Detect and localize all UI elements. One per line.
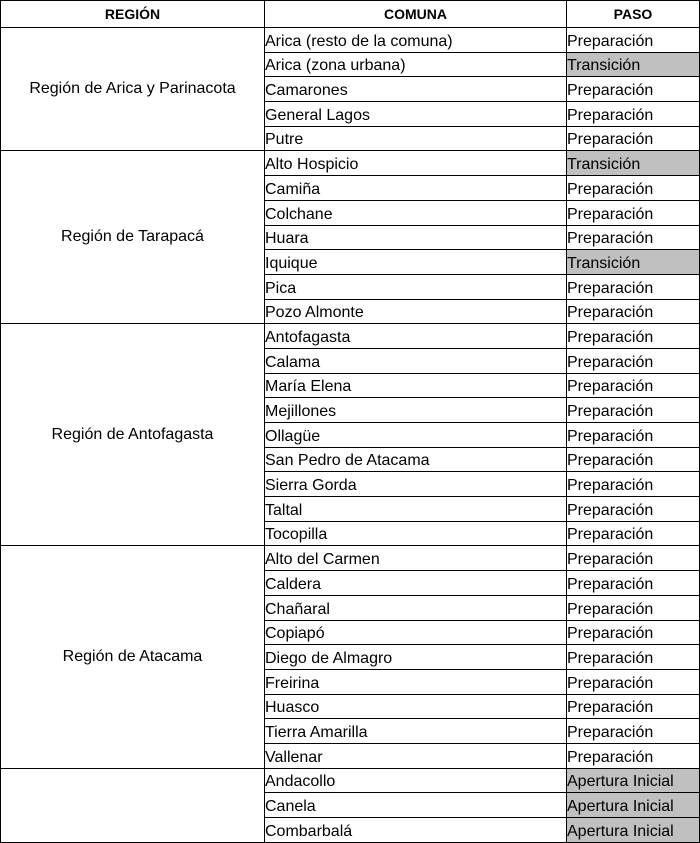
paso-cell: Preparación bbox=[567, 571, 700, 596]
comuna-cell: Diego de Almagro bbox=[265, 645, 567, 670]
paso-cell: Preparación bbox=[567, 423, 700, 448]
paso-cell: Preparación bbox=[567, 497, 700, 522]
comuna-cell: Tierra Amarilla bbox=[265, 719, 567, 744]
comuna-cell: Canela bbox=[265, 793, 567, 818]
table-row bbox=[1, 28, 700, 53]
region-cell bbox=[1, 768, 265, 842]
comuna-cell: General Lagos bbox=[265, 102, 567, 127]
paso-cell: Preparación bbox=[567, 324, 700, 349]
comuna-cell: Camarones bbox=[265, 77, 567, 102]
paso-cell: Apertura Inicial bbox=[567, 793, 700, 818]
comuna-cell: Antofagasta bbox=[265, 324, 567, 349]
header-region: REGIÓN bbox=[1, 1, 265, 28]
paso-cell: Preparación bbox=[567, 176, 700, 201]
comuna-cell: Alto del Carmen bbox=[265, 546, 567, 571]
paso-cell: Preparación bbox=[567, 694, 700, 719]
comuna-cell: Iquique bbox=[265, 250, 567, 275]
comuna-cell: Sierra Gorda bbox=[265, 472, 567, 497]
comuna-cell: Huasco bbox=[265, 694, 567, 719]
paso-cell: Preparación bbox=[567, 102, 700, 127]
comuna-cell: Combarbalá bbox=[265, 818, 567, 843]
region-cell: Región de Arica y Parinacota bbox=[1, 28, 265, 151]
comuna-cell: Putre bbox=[265, 126, 567, 151]
comuna-cell: Taltal bbox=[265, 497, 567, 522]
region-cell: Región de Antofagasta bbox=[1, 324, 265, 546]
region-cell: Región de Atacama bbox=[1, 546, 265, 768]
header-row bbox=[1, 1, 700, 28]
table-row bbox=[1, 324, 700, 349]
paso-cell: Preparación bbox=[567, 719, 700, 744]
comuna-cell: Caldera bbox=[265, 571, 567, 596]
paso-cell: Preparación bbox=[567, 546, 700, 571]
paso-cell: Preparación bbox=[567, 126, 700, 151]
comuna-cell: Arica (zona urbana) bbox=[265, 52, 567, 77]
paso-cell: Preparación bbox=[567, 398, 700, 423]
comuna-cell: Ollagüe bbox=[265, 423, 567, 448]
paso-cell: Preparación bbox=[567, 521, 700, 546]
table-row bbox=[1, 546, 700, 571]
comuna-cell: Colchane bbox=[265, 200, 567, 225]
paso-cell: Transición bbox=[567, 151, 700, 176]
paso-cell: Apertura Inicial bbox=[567, 768, 700, 793]
comuna-cell: Andacollo bbox=[265, 768, 567, 793]
paso-cell: Preparación bbox=[567, 299, 700, 324]
comuna-cell: Pozo Almonte bbox=[265, 299, 567, 324]
header-paso: PASO bbox=[567, 1, 700, 28]
table-row bbox=[1, 151, 700, 176]
comuna-cell: Pica bbox=[265, 274, 567, 299]
paso-cell: Transición bbox=[567, 52, 700, 77]
paso-cell: Apertura Inicial bbox=[567, 818, 700, 843]
region-cell: Región de Tarapacá bbox=[1, 151, 265, 324]
paso-cell: Preparación bbox=[567, 225, 700, 250]
paso-cell: Transición bbox=[567, 250, 700, 275]
paso-cell: Preparación bbox=[567, 669, 700, 694]
paso-cell: Preparación bbox=[567, 200, 700, 225]
table-body bbox=[1, 28, 700, 843]
paso-cell: Preparación bbox=[567, 77, 700, 102]
comuna-cell: Chañaral bbox=[265, 595, 567, 620]
comuna-cell: Huara bbox=[265, 225, 567, 250]
comuna-cell: Alto Hospicio bbox=[265, 151, 567, 176]
comuna-cell: Tocopilla bbox=[265, 521, 567, 546]
paso-cell: Preparación bbox=[567, 274, 700, 299]
comuna-cell: Copiapó bbox=[265, 620, 567, 645]
comuna-cell: Mejillones bbox=[265, 398, 567, 423]
comuna-cell: Vallenar bbox=[265, 743, 567, 768]
comuna-cell: San Pedro de Atacama bbox=[265, 447, 567, 472]
comuna-cell: Camiña bbox=[265, 176, 567, 201]
comuna-cell: Freirina bbox=[265, 669, 567, 694]
table-row bbox=[1, 768, 700, 793]
comuna-cell: Calama bbox=[265, 348, 567, 373]
paso-cell: Preparación bbox=[567, 472, 700, 497]
paso-cell: Preparación bbox=[567, 373, 700, 398]
paso-cell: Preparación bbox=[567, 595, 700, 620]
comuna-cell: Arica (resto de la comuna) bbox=[265, 28, 567, 53]
paso-cell: Preparación bbox=[567, 28, 700, 53]
paso-cell: Preparación bbox=[567, 348, 700, 373]
paso-cell: Preparación bbox=[567, 620, 700, 645]
comuna-cell: María Elena bbox=[265, 373, 567, 398]
paso-cell: Preparación bbox=[567, 743, 700, 768]
paso-cell: Preparación bbox=[567, 645, 700, 670]
header-comuna: COMUNA bbox=[265, 1, 567, 28]
paso-cell: Preparación bbox=[567, 447, 700, 472]
